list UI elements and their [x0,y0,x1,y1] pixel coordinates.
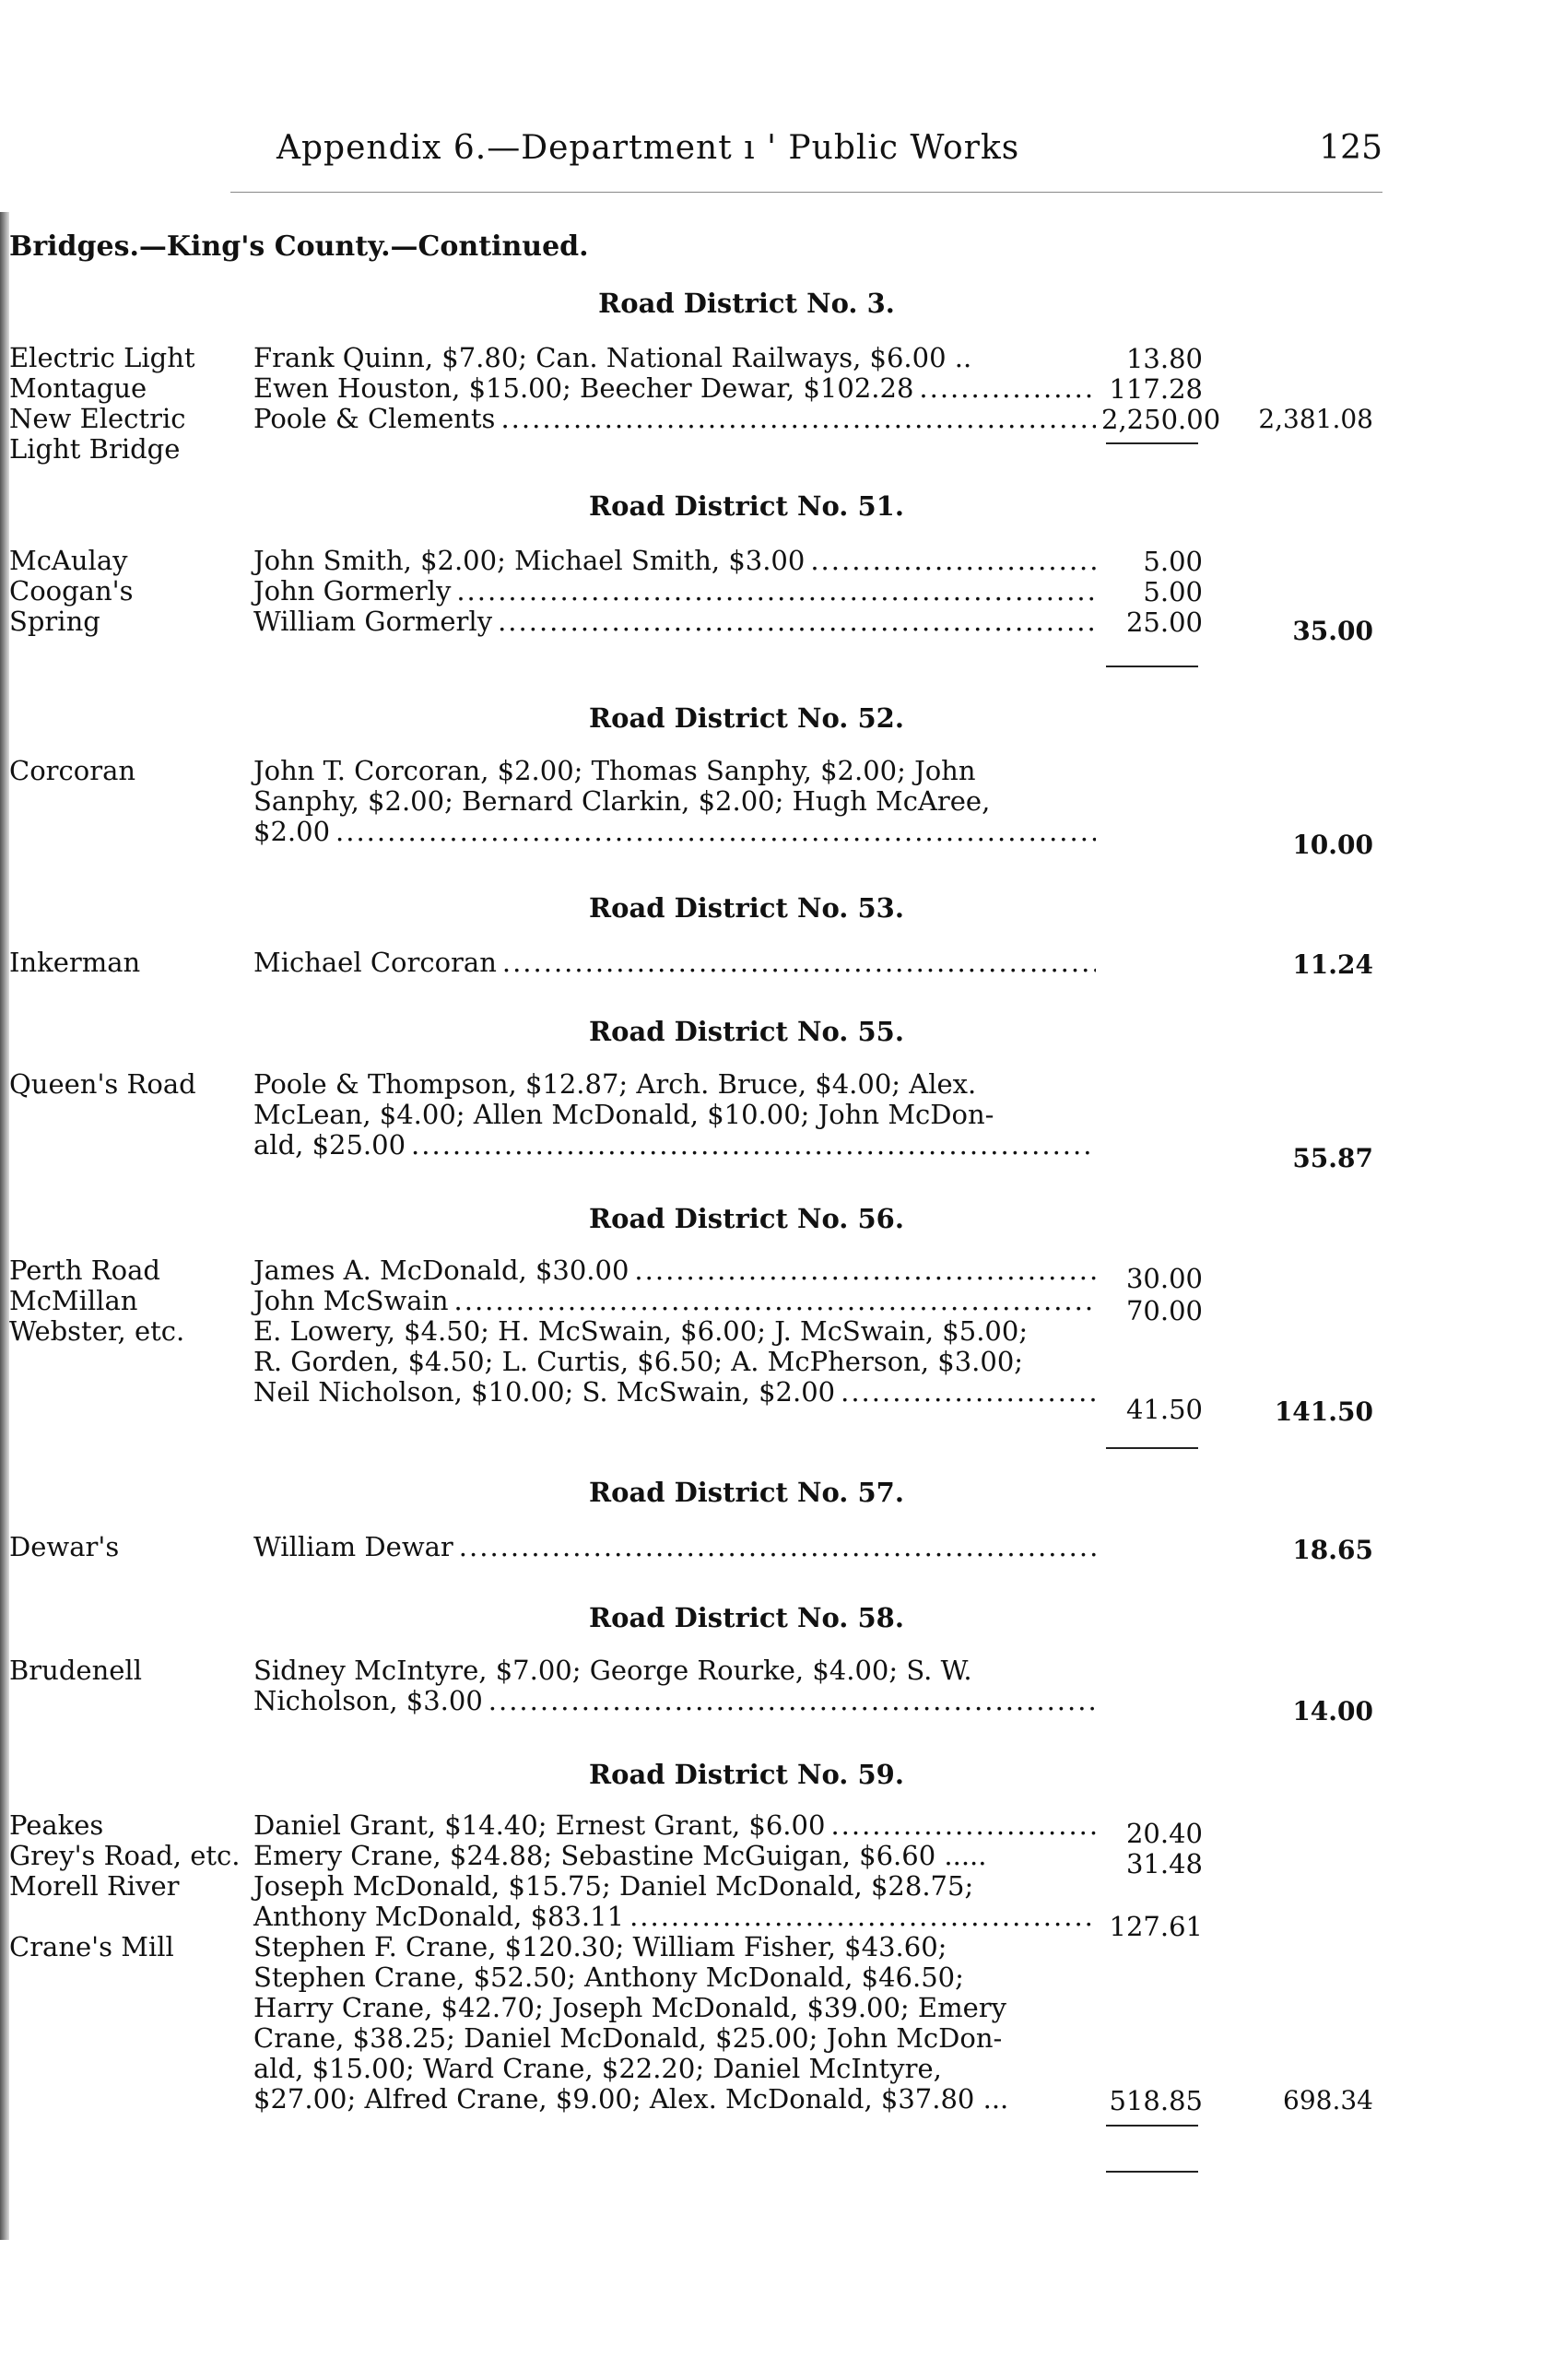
place-name: Electric Light [9,342,195,373]
entry-amount: 5.00 [1143,576,1203,607]
payment-entry [253,576,1101,607]
entry-text: Joseph McDonald, $15.75; Daniel McDonald, $28.75; [253,1870,974,1902]
entry-amount: 127.61 [1109,1911,1203,1942]
entry-text: John Smith, $2.00; Michael Smith, $3.00 [253,545,806,576]
leader-dots [841,1377,1096,1408]
payment-entry [253,343,1101,373]
payment-entry [253,1532,1101,1562]
subtotal-rule [1106,2125,1198,2127]
entry-amount: 2,250.00 [1101,404,1221,435]
place-name: Coogan's [9,575,134,607]
leader-dots [498,607,1096,637]
entry-text: John Gormerly [253,575,452,607]
entry-text: Poole & Thompson, $12.87; Arch. Bruce, $4.00; Alex. [253,1068,977,1100]
entry-text: Neil Nicholson, $10.00; S. McSwain, $2.00 [253,1376,836,1408]
district-heading: Road District No. 55. [589,1016,904,1047]
entry-text: R. Gorden, $4.50; L. Curtis, $6.50; A. McPherson, $3.00; [253,1346,1024,1377]
entry-text: Sanphy, $2.00; Bernard Clarkin, $2.00; Hugh McAree, [253,785,991,817]
district-total: 141.50 [1274,1396,1373,1427]
entry-text: Sidney McIntyre, $7.00; George Rourke, $4.00; S. W. [253,1655,972,1686]
district-heading: Road District No. 57. [589,1477,904,1508]
payment-entry [253,607,1101,637]
payment-entry [253,1810,1101,1841]
entry-text: Poole & Clements [253,403,496,434]
district-total: 11.24 [1292,949,1373,980]
place-name: Queen's Road [9,1068,196,1100]
leader-dots [830,1810,1096,1841]
leader-dots [810,546,1096,576]
place-name: Morell River [9,1870,180,1902]
page-header [276,129,1382,184]
entry-text: McLean, $4.00; Allen McDonald, $10.00; John McDon- [253,1099,994,1130]
entry-text: ald, $15.00; Ward Crane, $22.20; Daniel McIntyre, [253,2053,942,2084]
leader-dots [459,1532,1096,1562]
entry-text: Crane, $38.25; Daniel McDonald, $25.00; John McDon- [253,2022,1003,2054]
entry-text: Emery Crane, $24.88; Sebastine McGuigan, $6.60 ..... [253,1840,987,1871]
entry-text: James A. McDonald, $30.00 [253,1255,629,1286]
payment-entry [253,948,1101,978]
leader-dots [502,948,1096,978]
entry-amount: 30.00 [1125,1263,1203,1294]
leader-dots [500,404,1096,434]
district-total: 698.34 [1283,2085,1373,2115]
leader-dots [919,373,1096,404]
entry-text: William Dewar [253,1531,453,1562]
district-heading: Road District No. 51. [589,490,904,522]
payment-entry [253,1841,1101,1871]
leader-dots [454,1286,1096,1316]
district-total: 10.00 [1292,830,1373,860]
entry-text: $27.00; Alfred Crane, $9.00; Alex. McDonald, $37.80 ... [253,2083,1009,2115]
entry-text: Daniel Grant, $14.40; Ernest Grant, $6.00 [253,1809,826,1841]
district-total: 35.00 [1292,616,1373,646]
entry-text: William Gormerly [253,606,493,637]
payment-entry [253,546,1101,576]
leader-dots [634,1255,1096,1286]
place-name: McAulay [9,545,128,576]
place-name: Peakes [9,1809,104,1841]
entry-amount: 13.80 [1125,343,1203,374]
payment-entry [253,1316,1101,1408]
place-name: Crane's Mill [9,1931,174,1962]
payment-entry [253,1255,1101,1286]
entry-text: Ewen Houston, $15.00; Beecher Dewar, $102.28 [253,372,914,404]
entry-amount: 117.28 [1109,373,1203,405]
entry-text: Anthony McDonald, $83.11 [253,1901,625,1932]
entry-amount: 70.00 [1125,1295,1203,1326]
district-total: 55.87 [1292,1143,1373,1173]
place-name: New Electric [9,403,186,434]
entry-text: Nicholson, $3.00 [253,1685,483,1716]
place-name: Dewar's [9,1531,120,1562]
place-name: Webster, etc. [9,1315,185,1347]
subtotal-rule [1106,442,1198,444]
entry-amount: 5.00 [1143,546,1203,577]
running-title: Appendix 6.—Department ı ' Public Works [276,129,1020,167]
district-total: 18.65 [1292,1535,1373,1565]
header-rule [230,192,1382,193]
district-heading: Road District No. 3. [598,288,895,319]
section-title: Bridges.—King's County.—Continued. [9,230,589,263]
leader-dots [488,1686,1096,1716]
district-heading: Road District No. 58. [589,1602,904,1633]
entry-text: E. Lowery, $4.50; H. McSwain, $6.00; J. McSwain, $5.00; [253,1315,1029,1347]
district-heading: Road District No. 52. [589,702,904,734]
district-total: 2,381.08 [1258,404,1373,434]
entry-amount: 31.48 [1125,1848,1203,1879]
entry-text: Harry Crane, $42.70; Joseph McDonald, $39.00; Emery [253,1992,1006,2023]
entry-amount: 518.85 [1109,2085,1203,2116]
district-heading: Road District No. 53. [589,892,904,924]
district-total: 14.00 [1292,1696,1373,1726]
leader-dots [335,817,1096,847]
subtotal-rule [1106,666,1198,667]
leader-dots [629,1902,1096,1932]
subtotal-rule [1106,2171,1198,2173]
payment-entry [253,1069,1101,1161]
payment-entry [253,1932,1101,2115]
payment-entry [253,1871,1101,1932]
entry-text: Frank Quinn, $7.80; Can. National Railways, $6.00 .. [253,342,972,373]
place-name: Inkerman [9,947,141,978]
entry-amount: 20.40 [1125,1818,1203,1849]
entry-text: Stephen F. Crane, $120.30; William Fisher, $43.60; [253,1931,947,1962]
place-name: Perth Road [9,1255,160,1286]
entry-text: ald, $25.00 [253,1129,406,1161]
place-name: Spring [9,606,100,637]
entry-text: John T. Corcoran, $2.00; Thomas Sanphy, $2.00; John [253,755,976,786]
place-name: Corcoran [9,755,136,786]
payment-entry [253,756,1101,847]
page-number: 125 [1319,129,1382,167]
district-heading: Road District No. 59. [589,1759,904,1790]
payment-entry [253,404,1101,434]
place-name: Brudenell [9,1655,142,1686]
payment-entry [253,1286,1101,1316]
entry-amount: 41.50 [1125,1394,1203,1425]
entry-text: Stephen Crane, $52.50; Anthony McDonald, $46.50; [253,1962,964,1993]
payment-entry [253,373,1101,404]
entry-text: John McSwain [253,1285,449,1316]
leader-dots [411,1130,1096,1161]
payment-entry [253,1655,1101,1716]
entry-text: $2.00 [253,816,331,847]
place-name: Montague [9,372,147,404]
subtotal-rule [1106,1447,1198,1449]
leader-dots [456,576,1096,607]
page-binding-edge [0,212,9,2240]
district-heading: Road District No. 56. [589,1203,904,1234]
place-name: Grey's Road, etc. [9,1840,241,1871]
entry-text: Michael Corcoran [253,947,497,978]
place-name: McMillan [9,1285,138,1316]
entry-amount: 25.00 [1125,607,1203,638]
place-name: Light Bridge [9,433,181,465]
